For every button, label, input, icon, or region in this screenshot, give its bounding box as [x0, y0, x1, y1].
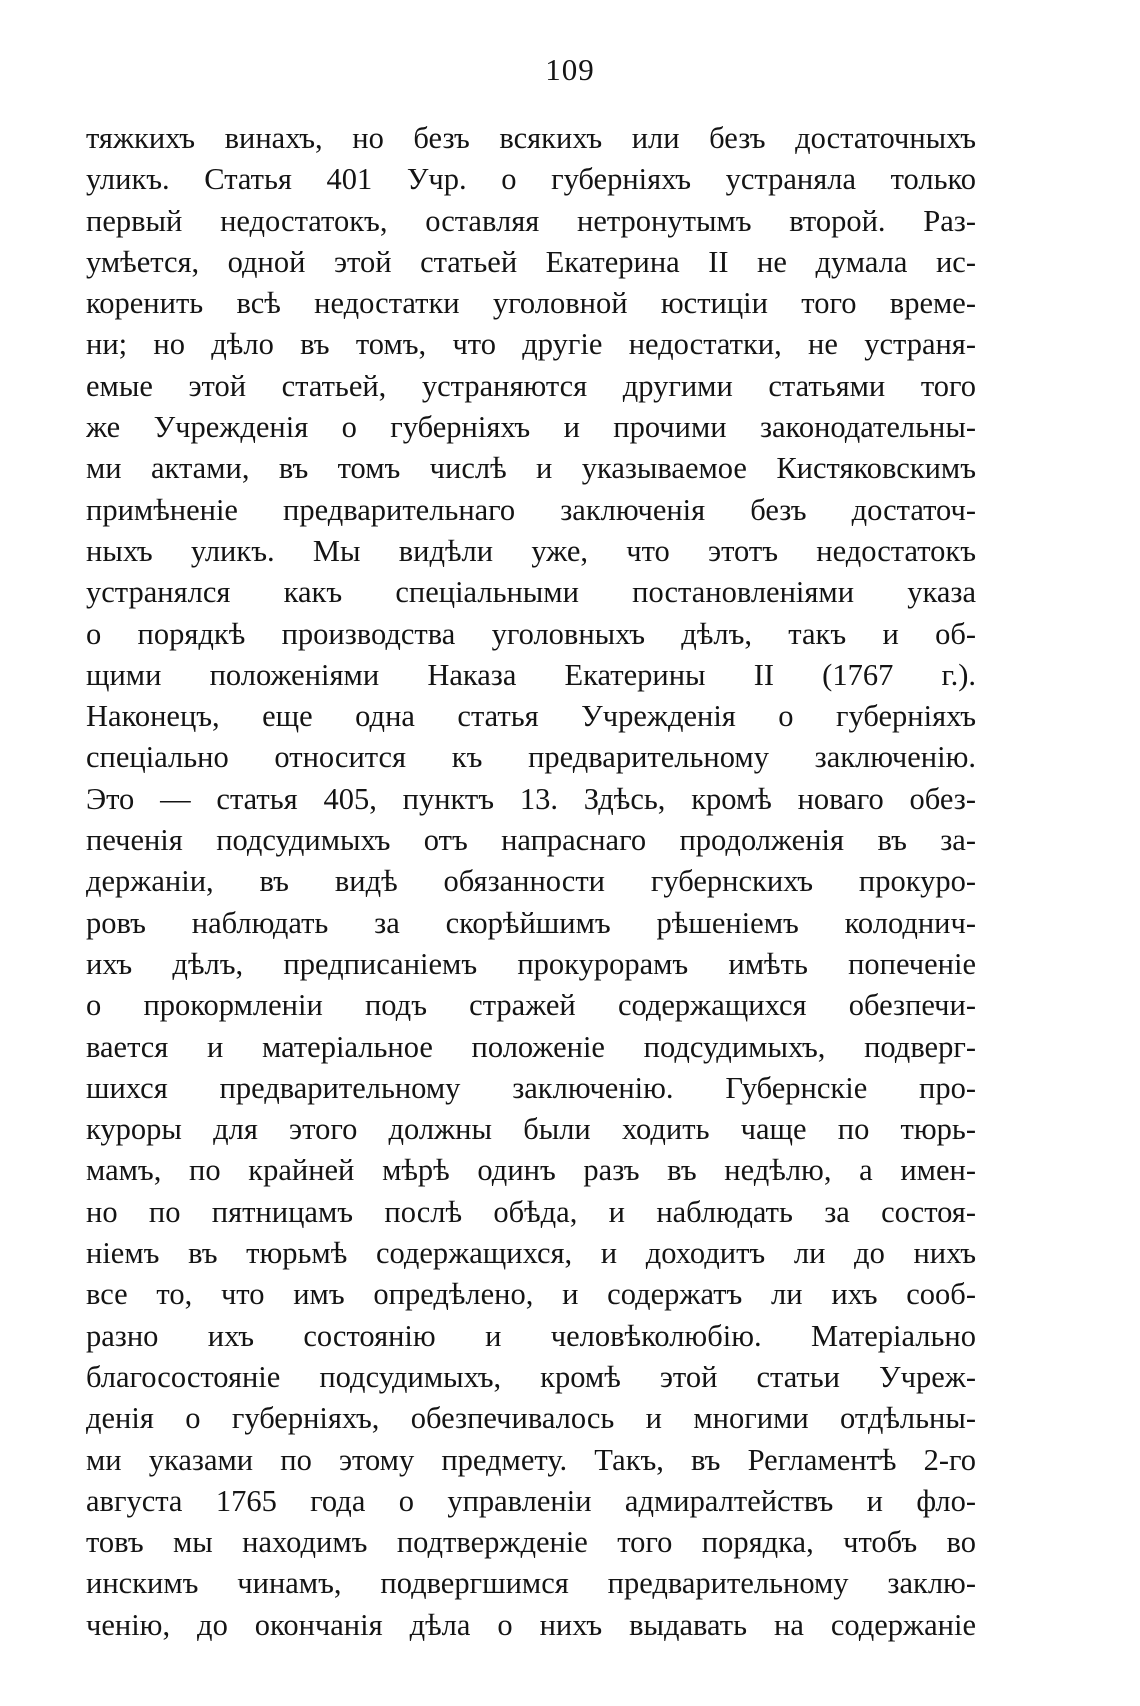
text-line: тяжкихъ винахъ, но безъ всякихъ или безъ достаточныхъ — [86, 121, 976, 155]
text-line: ніемъ въ тюрьмѣ содержащихся, и доходитъ ли до нихъ — [86, 1236, 976, 1271]
text-line: емые этой статьей, устраняются другими статьями того — [86, 368, 976, 403]
text-line: устранялся какъ спеціальными постановленіями указа — [86, 575, 976, 610]
text-line: умѣется, одной этой статьей Екатерина II не думала ис- — [86, 244, 976, 279]
text-line: но по пятницамъ послѣ обѣда, и наблюдать за состоя- — [86, 1194, 976, 1229]
text-line: мамъ, по крайней мѣрѣ одинъ разъ въ недѣлю, а имен- — [86, 1153, 976, 1188]
text-line: куроры для этого должны были ходить чаще по тюрь- — [86, 1112, 976, 1147]
text-line: ихъ дѣлъ, предписаніемъ прокурорамъ имѣть попеченіе — [86, 946, 976, 981]
page-number: 109 — [545, 52, 595, 87]
text-line: ныхъ уликъ. Мы видѣли уже, что этотъ недостатокъ — [86, 533, 976, 568]
text-line: инскимъ чинамъ, подвергшимся предварительному заклю- — [86, 1566, 976, 1601]
text-line: уликъ. Статья 401 Учр. о губерніяхъ устраняла только — [86, 162, 976, 197]
text-line: Это — статья 405, пунктъ 13. Здѣсь, кромѣ новаго обез- — [86, 781, 976, 816]
text-line: о прокормленіи подъ стражей содержащихся обезпечи- — [86, 988, 976, 1023]
text-line: держаніи, въ видѣ обязанности губернскихъ прокуро- — [86, 864, 976, 899]
text-line: примѣненіе предварительнаго заключенія безъ достаточ- — [86, 492, 976, 527]
text-line: Наконецъ, еще одна статья Учрежденія о губерніяхъ — [86, 699, 976, 734]
text-line: коренить всѣ недостатки уголовной юстиціи того време- — [86, 286, 976, 321]
body-text — [86, 118, 976, 1646]
text-line: щими положеніями Наказа Екатерины II (1767 г.). — [86, 657, 976, 692]
text-line: разно ихъ состоянію и человѣколюбію. Матеріально — [86, 1318, 976, 1353]
text-line: ми актами, въ томъ числѣ и указываемое Кистяковскимъ — [86, 451, 976, 486]
text-line: вается и матеріальное положеніе подсудимыхъ, подверг- — [86, 1029, 976, 1064]
text-line: денія о губерніяхъ, обезпечивалось и многими отдѣльны- — [86, 1401, 976, 1436]
text-line: ми указами по этому предмету. Такъ, въ Регламентѣ 2-го — [86, 1442, 976, 1477]
text-line: о порядкѣ производства уголовныхъ дѣлъ, такъ и об- — [86, 616, 976, 651]
text-line: товъ мы находимъ подтвержденіе того порядка, чтобъ во — [86, 1525, 976, 1560]
text-line: первый недостатокъ, оставляя нетронутымъ второй. Раз- — [86, 203, 976, 238]
text-line: ни; но дѣло въ томъ, что другіе недостатки, не устраня- — [86, 327, 976, 362]
text-line: шихся предварительному заключенію. Губернскіе про- — [86, 1070, 976, 1105]
text-line: же Учрежденія о губерніяхъ и прочими законодательны- — [86, 410, 976, 445]
text-line: печенія подсудимыхъ отъ напраснаго продолженія въ за- — [86, 823, 976, 858]
text-line: ровъ наблюдать за скорѣйшимъ рѣшеніемъ колоднич- — [86, 905, 976, 940]
text-line: августа 1765 года о управленіи адмиралтействъ и фло- — [86, 1483, 976, 1518]
text-line: все то, что имъ опредѣлено, и содержатъ ли ихъ сооб- — [86, 1277, 976, 1312]
text-line: спеціально относится къ предварительному заключенію. — [86, 740, 976, 775]
text-line: благосостояніе подсудимыхъ, кромѣ этой статьи Учреж- — [86, 1359, 976, 1394]
text-line: ченію, до окончанія дѣла о нихъ выдавать на содержаніе — [86, 1607, 976, 1642]
